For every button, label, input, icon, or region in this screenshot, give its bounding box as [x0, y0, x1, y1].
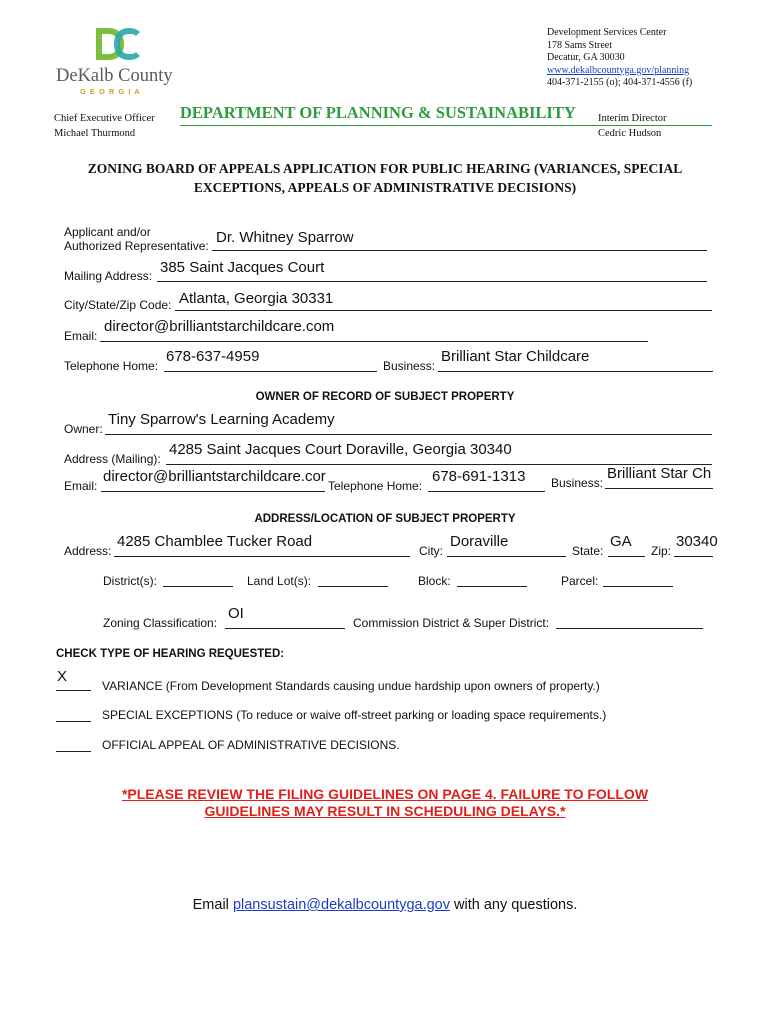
rep-field[interactable]: Dr. Whitney Sparrow [216, 229, 354, 246]
mailing-label: Mailing Address: [64, 269, 153, 283]
email-label: Email: [64, 329, 98, 343]
logo-state: G E O R G I A [80, 87, 141, 96]
footer-suffix: with any questions. [454, 897, 578, 913]
commission-field[interactable] [556, 628, 703, 629]
ceo-name: Michael Thurmond [54, 128, 136, 139]
block-label: Block: [418, 574, 451, 588]
business-line [438, 371, 713, 372]
property-address-field[interactable]: 4285 Chamblee Tucker Road [117, 533, 313, 550]
phone-home-line [164, 371, 377, 372]
variance-check-line [56, 690, 91, 691]
owner-phone-label: Telephone Home: [328, 479, 423, 493]
planning-website-link[interactable]: www.dekalbcountyga.gov/planning [547, 64, 690, 76]
filing-notice-line-2: GUIDELINES MAY RESULT IN SCHEDULING DELAYS.* [204, 803, 566, 819]
owner-email-line [101, 491, 325, 492]
office-address [547, 27, 692, 90]
contact-email-link[interactable]: plansustain@dekalbcountyga.gov [232, 897, 450, 913]
parcel-label: Parcel: [561, 574, 599, 588]
property-zip-line [674, 556, 713, 557]
zoning-label: Zoning Classification: [103, 616, 218, 630]
rep-label-1: Applicant and/or [64, 225, 151, 239]
property-zip-label: Zip: [651, 544, 672, 558]
owner-business-line [605, 488, 713, 489]
hearing-option-variance[interactable] [56, 668, 716, 694]
mailing-field[interactable]: 385 Saint Jacques Court [160, 259, 325, 276]
owner-business-field[interactable]: Brilliant Star Ch [607, 465, 712, 482]
director-title: Interim Director [598, 113, 667, 124]
property-section-title: ADDRESS/LOCATION OF SUBJECT PROPERTY [254, 513, 516, 525]
property-city-line [447, 556, 566, 557]
zoning-field[interactable]: OI [228, 605, 244, 622]
property-state-line [608, 556, 645, 557]
phone-home-label: Telephone Home: [64, 359, 159, 373]
owner-label: Owner: [64, 422, 103, 436]
owner-address-field[interactable]: 4285 Saint Jacques Court Doraville, Georgia 30340 [169, 441, 512, 458]
owner-email-label: Email: [64, 479, 98, 493]
district-label: District(s): [103, 574, 157, 588]
appeal-label: OFFICIAL APPEAL OF ADMINISTRATIVE DECISIONS. [102, 738, 400, 752]
district-field[interactable] [163, 586, 233, 587]
city-label: City/State/Zip Code: [64, 298, 172, 312]
property-city-field[interactable]: Doraville [450, 533, 509, 550]
form-title-line-2: EXCEPTIONS, APPEALS OF ADMINISTRATIVE DECISIONS) [193, 180, 577, 195]
email-field-line [100, 341, 648, 342]
parcel-field[interactable] [603, 586, 673, 587]
block-field[interactable] [457, 586, 527, 587]
property-address-line [114, 556, 410, 557]
variance-label: VARIANCE (From Development Standards causing undue hardship upon owners of property.) [102, 679, 600, 693]
dc-logo-icon [94, 24, 142, 64]
filing-notice-line-1: *PLEASE REVIEW THE FILING GUIDELINES ON PAGE 4. FAILURE TO FOLLOW [121, 786, 649, 802]
form-title-line-1: ZONING BOARD OF APPEALS APPLICATION FOR PUBLIC HEARING (VARIANCES, SPECIAL [87, 161, 683, 176]
logo-name: DeKalb County [56, 66, 173, 86]
landlot-label: Land Lot(s): [247, 574, 312, 588]
landlot-field[interactable] [318, 586, 388, 587]
owner-section-title: OWNER OF RECORD OF SUBJECT PROPERTY [255, 391, 515, 403]
rep-field-line [212, 250, 707, 251]
special-exceptions-label: SPECIAL EXCEPTIONS (To reduce or waive off-street parking or loading space requirements.) [102, 708, 607, 722]
city-field-line [175, 310, 712, 311]
hearing-section-title: CHECK TYPE OF HEARING REQUESTED: [56, 648, 285, 660]
phone-home-field[interactable]: 678-637-4959 [166, 348, 260, 365]
variance-checkmark: X [57, 668, 68, 685]
special-exceptions-check-line [56, 721, 91, 722]
address-line-2: 178 Sams Street [547, 39, 612, 51]
zoning-line [225, 628, 345, 629]
address-line-1: Development Services Center [547, 27, 667, 38]
hearing-option-special-exceptions[interactable] [56, 700, 716, 726]
department-rule [180, 125, 712, 126]
owner-line [105, 434, 712, 435]
phone-fax: 404-371-2155 (o); 404-371-4556 (f) [547, 77, 693, 88]
owner-phone-field[interactable]: 678-691-1313 [432, 468, 526, 485]
address-line-3: Decatur, GA 30030 [547, 52, 625, 63]
commission-label: Commission District & Super District: [353, 616, 550, 630]
department-title: DEPARTMENT OF PLANNING & SUSTAINABILITY [180, 103, 576, 122]
property-city-label: City: [419, 544, 443, 558]
city-state-zip-field[interactable]: Atlanta, Georgia 30331 [179, 290, 334, 307]
owner-email-field[interactable]: director@brilliantstarchildcare.cor [103, 468, 326, 485]
property-state-field[interactable]: GA [610, 533, 632, 550]
rep-label-2: Authorized Representative: [64, 239, 209, 253]
business-label: Business: [383, 359, 436, 373]
footer-prefix: Email [192, 897, 229, 913]
property-state-label: State: [572, 544, 604, 558]
hearing-option-appeal[interactable] [56, 730, 716, 756]
mailing-field-line [157, 281, 707, 282]
owner-phone-line [428, 491, 545, 492]
director-name: Cedric Hudson [598, 128, 662, 139]
owner-field[interactable]: Tiny Sparrow's Learning Academy [108, 411, 335, 428]
business-field[interactable]: Brilliant Star Childcare [441, 348, 590, 365]
property-address-label: Address: [64, 544, 112, 558]
footer-contact [0, 897, 770, 913]
appeal-check-line [56, 751, 91, 752]
property-zip-field[interactable]: 30340 [676, 533, 718, 550]
ceo-title: Chief Executive Officer [54, 113, 155, 124]
email-field[interactable]: director@brilliantstarchildcare.com [104, 318, 335, 335]
dekalb-logo [56, 24, 181, 96]
owner-address-label: Address (Mailing): [64, 452, 161, 466]
owner-business-label: Business: [551, 476, 604, 490]
